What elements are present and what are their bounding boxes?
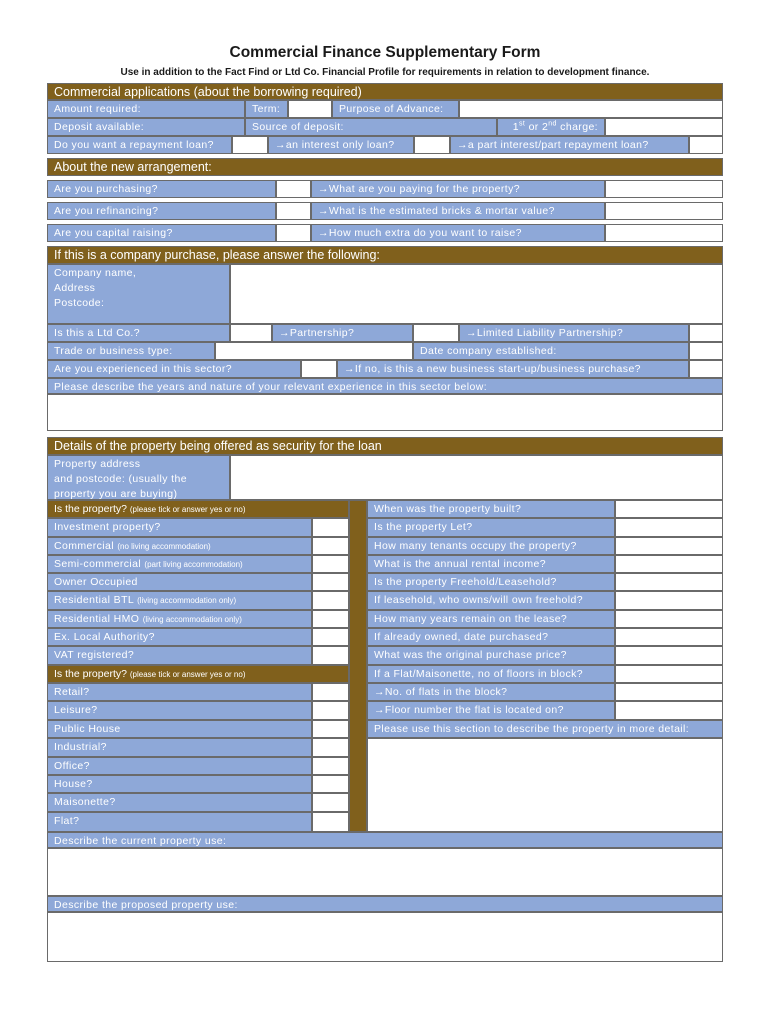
section-borrowing-header: Commercial applications (about the borrowing required) <box>47 83 723 100</box>
property-use-field[interactable] <box>312 720 349 738</box>
interest-only-field[interactable] <box>414 136 450 154</box>
partnership-field[interactable] <box>413 324 459 342</box>
purpose-field[interactable] <box>459 100 723 118</box>
section-arrangement-header: About the new arrangement: <box>47 158 723 176</box>
property-question-field[interactable] <box>615 628 723 646</box>
bricks-value-field[interactable] <box>605 202 723 220</box>
repayment-loan-label: Do you want a repayment loan? <box>47 136 232 154</box>
property-question-field[interactable] <box>615 518 723 537</box>
property-question-label: →Floor number the flat is located on? <box>367 701 615 720</box>
repayment-loan-field[interactable] <box>232 136 268 154</box>
proposed-use-field[interactable] <box>47 912 723 962</box>
property-question-label: How many tenants occupy the property? <box>367 537 615 555</box>
proposed-use-label: Describe the proposed property use: <box>47 896 723 912</box>
date-established-field[interactable] <box>689 342 723 360</box>
property-question-field[interactable] <box>615 683 723 701</box>
property-question-label: If already owned, date purchased? <box>367 628 615 646</box>
refinancing-label: Are you refinancing? <box>47 202 276 220</box>
property-type-field[interactable] <box>312 555 349 573</box>
charge-label: 1st or 2nd charge: <box>497 118 605 136</box>
amount-required-label: Amount required: <box>47 100 245 118</box>
column-divider <box>349 500 367 832</box>
property-use-label: House? <box>47 775 312 793</box>
property-question-label: Is the property Freehold/Leasehold? <box>367 573 615 591</box>
term-field[interactable] <box>288 100 332 118</box>
bricks-value-label: →What is the estimated bricks & mortar value? <box>311 202 605 220</box>
property-question-label: What is the annual rental income? <box>367 555 615 573</box>
property-use-label: Public House <box>47 720 312 738</box>
company-address-label: Company name, Address Postcode: <box>47 264 230 324</box>
property-type-label: Semi-commercial (part living accommodation) <box>47 555 312 573</box>
charge-field[interactable] <box>605 118 723 136</box>
property-question-field[interactable] <box>615 573 723 591</box>
section-property-header: Details of the property being offered as security for the loan <box>47 437 723 455</box>
property-question-label: What was the original purchase price? <box>367 646 615 665</box>
property-use-field[interactable] <box>312 738 349 757</box>
form-title: Commercial Finance Supplementary Form <box>229 44 541 61</box>
experienced-label: Are you experienced in this sector? <box>47 360 301 378</box>
purchasing-label: Are you purchasing? <box>47 180 276 198</box>
partnership-label: →Partnership? <box>272 324 413 342</box>
date-established-label: Date company established: <box>413 342 689 360</box>
property-use-field[interactable] <box>312 775 349 793</box>
property-type-label: Commercial (no living accommodation) <box>47 537 312 555</box>
property-use-field[interactable] <box>312 793 349 812</box>
llp-label: →Limited Liability Partnership? <box>459 324 689 342</box>
property-type-label: Owner Occupied <box>47 573 312 591</box>
experience-describe-field[interactable] <box>47 394 723 431</box>
property-use-label: Maisonette? <box>47 793 312 812</box>
startup-field[interactable] <box>689 360 723 378</box>
property-use-field[interactable] <box>312 701 349 720</box>
property-detail-label: Please use this section to describe the property in more detail: <box>367 720 723 738</box>
property-use-field[interactable] <box>312 812 349 832</box>
current-use-field[interactable] <box>47 848 723 896</box>
property-question-field[interactable] <box>615 646 723 665</box>
paying-label: →What are you paying for the property? <box>311 180 605 198</box>
capital-raising-field[interactable] <box>276 224 311 242</box>
property-use-label: Industrial? <box>47 738 312 757</box>
startup-label: →If no, is this a new business start-up/business purchase? <box>337 360 689 378</box>
property-question-field[interactable] <box>615 591 723 610</box>
property-question-field[interactable] <box>615 500 723 518</box>
paying-field[interactable] <box>605 180 723 198</box>
company-address-field[interactable] <box>230 264 723 324</box>
property-use-label: Leisure? <box>47 701 312 720</box>
is-property-type-header-2: Is the property? (please tick or answer yes or no) <box>47 665 349 683</box>
source-of-deposit-label: Source of deposit: <box>245 118 497 136</box>
property-type-field[interactable] <box>312 610 349 628</box>
purpose-label: Purpose of Advance: <box>332 100 459 118</box>
llp-field[interactable] <box>689 324 723 342</box>
property-use-label: Flat? <box>47 812 312 832</box>
trade-type-field[interactable] <box>215 342 413 360</box>
property-question-label: →No. of flats in the block? <box>367 683 615 701</box>
experienced-field[interactable] <box>301 360 337 378</box>
property-question-field[interactable] <box>615 555 723 573</box>
property-question-label: How many years remain on the lease? <box>367 610 615 628</box>
property-address-label: Property address and postcode: (usually the property you are buying) <box>47 455 230 500</box>
property-question-field[interactable] <box>615 610 723 628</box>
property-type-field[interactable] <box>312 537 349 555</box>
property-question-label: If a Flat/Maisonette, no of floors in block? <box>367 665 615 683</box>
property-type-field[interactable] <box>312 646 349 665</box>
property-question-label: When was the property built? <box>367 500 615 518</box>
extra-raise-label: →How much extra do you want to raise? <box>311 224 605 242</box>
property-detail-field[interactable] <box>367 738 723 832</box>
property-use-field[interactable] <box>312 683 349 701</box>
property-type-field[interactable] <box>312 573 349 591</box>
property-question-field[interactable] <box>615 537 723 555</box>
property-type-label: Ex. Local Authority? <box>47 628 312 646</box>
property-address-field[interactable] <box>230 455 723 500</box>
term-label: Term: <box>245 100 288 118</box>
ltd-co-field[interactable] <box>230 324 272 342</box>
ltd-co-label: Is this a Ltd Co.? <box>47 324 230 342</box>
property-type-label: Residential HMO (living accommodation only) <box>47 610 312 628</box>
interest-only-label: →an interest only loan? <box>268 136 414 154</box>
capital-raising-label: Are you capital raising? <box>47 224 276 242</box>
property-type-field[interactable] <box>312 518 349 537</box>
property-use-field[interactable] <box>312 757 349 775</box>
property-use-label: Office? <box>47 757 312 775</box>
form-subtitle: Use in addition to the Fact Find or Ltd Co. Financial Profile for requirements in relation to development finance. <box>120 67 650 78</box>
is-property-type-header-1: Is the property? (please tick or answer yes or no) <box>47 500 349 518</box>
part-interest-field[interactable] <box>689 136 723 154</box>
property-type-label: VAT registered? <box>47 646 312 665</box>
property-question-field[interactable] <box>615 665 723 683</box>
purchasing-field[interactable] <box>276 180 311 198</box>
property-type-label: Residential BTL (living accommodation only) <box>47 591 312 610</box>
property-question-label: If leasehold, who owns/will own freehold? <box>367 591 615 610</box>
property-question-field[interactable] <box>615 701 723 720</box>
deposit-available-label: Deposit available: <box>47 118 245 136</box>
property-use-label: Retail? <box>47 683 312 701</box>
property-question-label: Is the property Let? <box>367 518 615 537</box>
trade-type-label: Trade or business type: <box>47 342 215 360</box>
extra-raise-field[interactable] <box>605 224 723 242</box>
property-type-label: Investment property? <box>47 518 312 537</box>
experience-describe-label: Please describe the years and nature of your relevant experience in this sector below: <box>47 378 723 394</box>
property-type-field[interactable] <box>312 628 349 646</box>
section-company-header: If this is a company purchase, please answer the following: <box>47 246 723 264</box>
refinancing-field[interactable] <box>276 202 311 220</box>
part-interest-label: →a part interest/part repayment loan? <box>450 136 689 154</box>
current-use-label: Describe the current property use: <box>47 832 723 848</box>
property-type-field[interactable] <box>312 591 349 610</box>
